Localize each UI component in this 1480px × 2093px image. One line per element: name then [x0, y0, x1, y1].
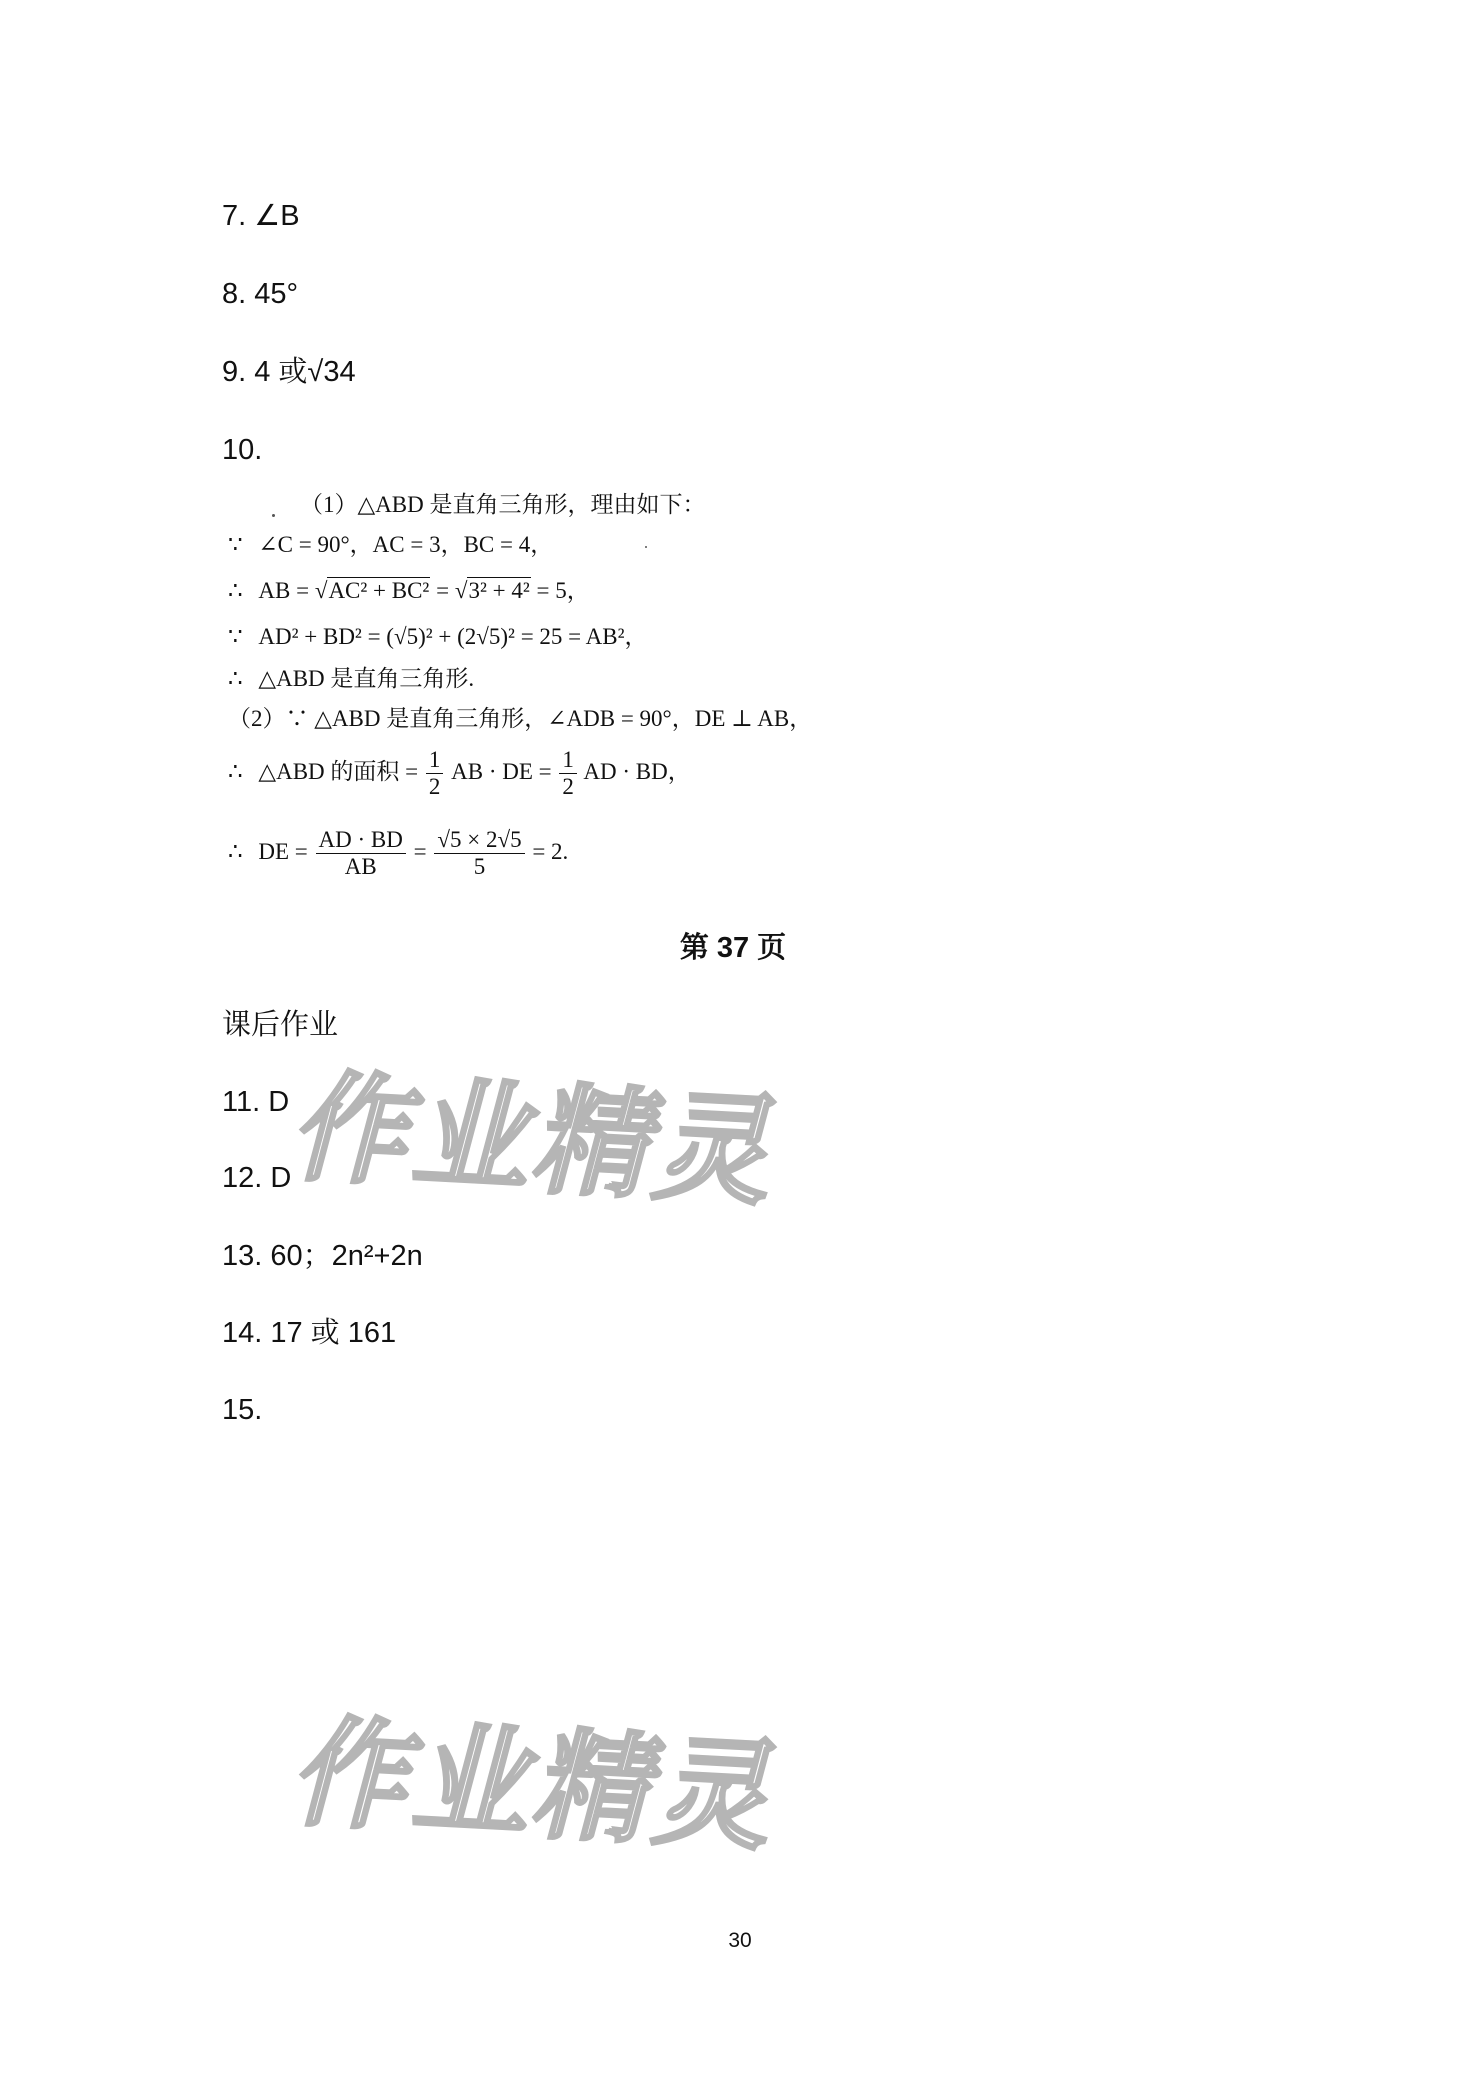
therefore-symbol: ∴ [228, 838, 243, 864]
fraction-half [559, 748, 577, 799]
watermark-lower: 作业精灵 [282, 1703, 801, 1867]
solution-line-7 [228, 748, 691, 799]
fraction-value [434, 828, 524, 879]
answer-13: 13. 60；2n²+2n [222, 1240, 423, 1272]
scan-speck [272, 514, 275, 517]
fraction-half [426, 748, 444, 799]
solution-line-8-a: DE = [258, 838, 308, 864]
because-symbol: ∵ [228, 532, 243, 557]
section-label: 课后作业 [222, 1009, 339, 1041]
answer-7: 7. ∠B [222, 200, 300, 232]
solution-line-6: （2）∵ △ABD 是直角三角形，∠ADB = 90°，DE ⊥ AB， [228, 706, 813, 731]
because-symbol: ∵ [228, 624, 243, 649]
sqrt-radicand-2: 3² + 4² [468, 578, 530, 603]
watermark-upper: 作业精灵 [282, 1058, 801, 1222]
fraction-denominator: 5 [473, 854, 486, 879]
page-heading [0, 930, 1480, 966]
solution-line-3-rhs: = 5， [536, 578, 590, 603]
solution-line-5-text: △ABD 是直角三角形. [258, 666, 475, 691]
therefore-symbol: ∴ [228, 666, 243, 691]
solution-line-8 [228, 828, 568, 879]
answer-14: 14. 17 或 161 [222, 1317, 397, 1349]
fraction-denominator: 2 [562, 774, 574, 799]
equals-sign: = [413, 838, 427, 864]
fraction-denominator: AB [344, 854, 377, 879]
equals-sign: = [436, 578, 450, 603]
page-number: 30 [728, 1929, 752, 1952]
solution-line-3: ∴ AB = √AC² + BC² = √3² + 4² = 5， [228, 578, 590, 603]
answer-11: 11. D [222, 1086, 290, 1118]
solution-line-2 [228, 530, 553, 560]
solution-line-7-a: △ABD 的面积 = [258, 758, 419, 784]
answer-9: 9. 4 或√34 [222, 356, 356, 388]
fraction-denominator: 2 [428, 774, 441, 799]
page-heading-text: 第 37 页 [679, 932, 787, 964]
sqrt-radicand-1: AC² + BC² [328, 578, 430, 603]
fraction-numerator: AD · BD [316, 828, 406, 854]
solution-line-1: （1）△ABD 是直角三角形，理由如下： [300, 492, 706, 517]
solution-line-3-lhs: AB = [258, 578, 310, 603]
answer-15: 15. [222, 1394, 263, 1426]
solution-line-7-c: AD · BD， [583, 758, 691, 784]
solution-line-4-text: AD² + BD² = (√5)² + (2√5)² = 25 = AB²， [258, 624, 648, 649]
answer-10: 10. [222, 434, 263, 466]
therefore-symbol: ∴ [228, 758, 243, 784]
fraction-de [316, 828, 406, 879]
fraction-numerator: 1 [559, 748, 577, 774]
answer-12: 12. D [222, 1162, 292, 1194]
solution-line-4 [228, 622, 647, 652]
solution-line-8-rhs: = 2. [532, 838, 569, 864]
solution-line-7-b: AB · DE = [451, 758, 552, 784]
therefore-symbol: ∴ [228, 578, 243, 603]
solution-line-2-text: ∠C = 90°，AC = 3，BC = 4， [258, 532, 554, 557]
solution-line-5 [228, 664, 474, 694]
fraction-numerator: √5 × 2√5 [434, 828, 524, 854]
answer-8: 8. 45° [222, 278, 299, 310]
scan-speck [645, 546, 647, 548]
fraction-numerator: 1 [426, 748, 444, 774]
